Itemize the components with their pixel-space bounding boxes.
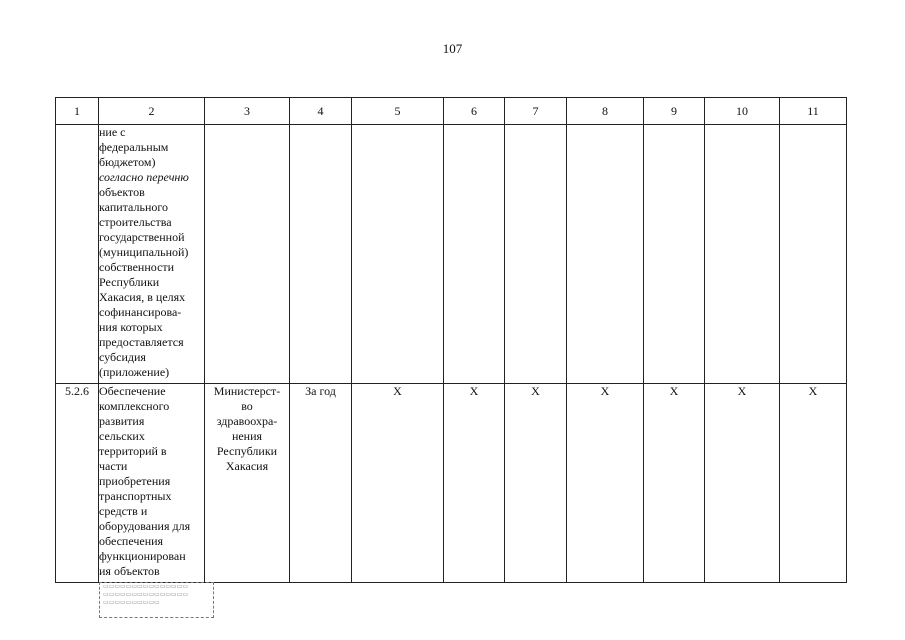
header-col-2: 2 — [99, 98, 205, 125]
header-col-6: 6 — [444, 98, 505, 125]
cont-cell-7 — [505, 125, 567, 384]
stamp-line: ▭▭▭▭▭▭▭▭▭▭ — [103, 599, 160, 606]
header-col-1: 1 — [56, 98, 99, 125]
header-col-7: 7 — [505, 98, 567, 125]
row-number-cell: 5.2.6 — [56, 384, 99, 583]
approval-stamp — [99, 582, 214, 618]
cont-cell-11 — [780, 125, 847, 384]
cont-cell-9 — [644, 125, 705, 384]
document-table — [55, 97, 847, 583]
cont-cell-5 — [352, 125, 444, 384]
cont-description-italic: согласно перечню — [99, 170, 189, 184]
header-col-9: 9 — [644, 98, 705, 125]
cont-cell-2 — [99, 125, 205, 384]
row-description-cell: Обеспечение комплексного развития сельских территорий в части приобретения транспортных средств и оборудования для обеспечения функционирован ия объектов — [99, 384, 205, 583]
header-col-5: 5 — [352, 98, 444, 125]
cont-cell-6 — [444, 125, 505, 384]
row-col11-cell: X — [780, 384, 847, 583]
cont-description-part1: ние с федеральным бюджетом) — [99, 125, 169, 169]
header-col-8: 8 — [567, 98, 644, 125]
row-col9-cell: X — [644, 384, 705, 583]
row-col6-cell: X — [444, 384, 505, 583]
header-col-4: 4 — [290, 98, 352, 125]
table-row-continuation — [56, 125, 847, 384]
cont-cell-8 — [567, 125, 644, 384]
row-col7-cell: X — [505, 384, 567, 583]
cont-cell-1 — [56, 125, 99, 384]
cont-cell-10 — [705, 125, 780, 384]
page-number: 107 — [442, 41, 463, 56]
stamp-line: ▭▭▭▭▭▭▭▭▭▭▭▭▭▭▭ — [103, 591, 189, 598]
cont-cell-4 — [290, 125, 352, 384]
row-col8-cell: X — [567, 384, 644, 583]
table-row-5-2-6 — [56, 384, 847, 583]
header-col-11: 11 — [780, 98, 847, 125]
row-col5-cell: X — [352, 384, 444, 583]
header-col-3: 3 — [205, 98, 290, 125]
cont-cell-3 — [205, 125, 290, 384]
cont-description-part2: объектов капитального строительства государственной (муниципальной) собственности Республики Хакасия, в целях софинансирова- ния которых предоставляется субсидия (приложение) — [99, 185, 189, 379]
row-period-cell: За год — [290, 384, 352, 583]
header-col-10: 10 — [705, 98, 780, 125]
row-responsible-cell: Министерст- во здравоохра- нения Республики Хакасия — [205, 384, 290, 583]
stamp-line: ▭▭▭▭▭▭▭▭▭▭▭▭▭▭▭ — [103, 583, 189, 590]
table-header-row — [56, 98, 847, 125]
row-col10-cell: X — [705, 384, 780, 583]
